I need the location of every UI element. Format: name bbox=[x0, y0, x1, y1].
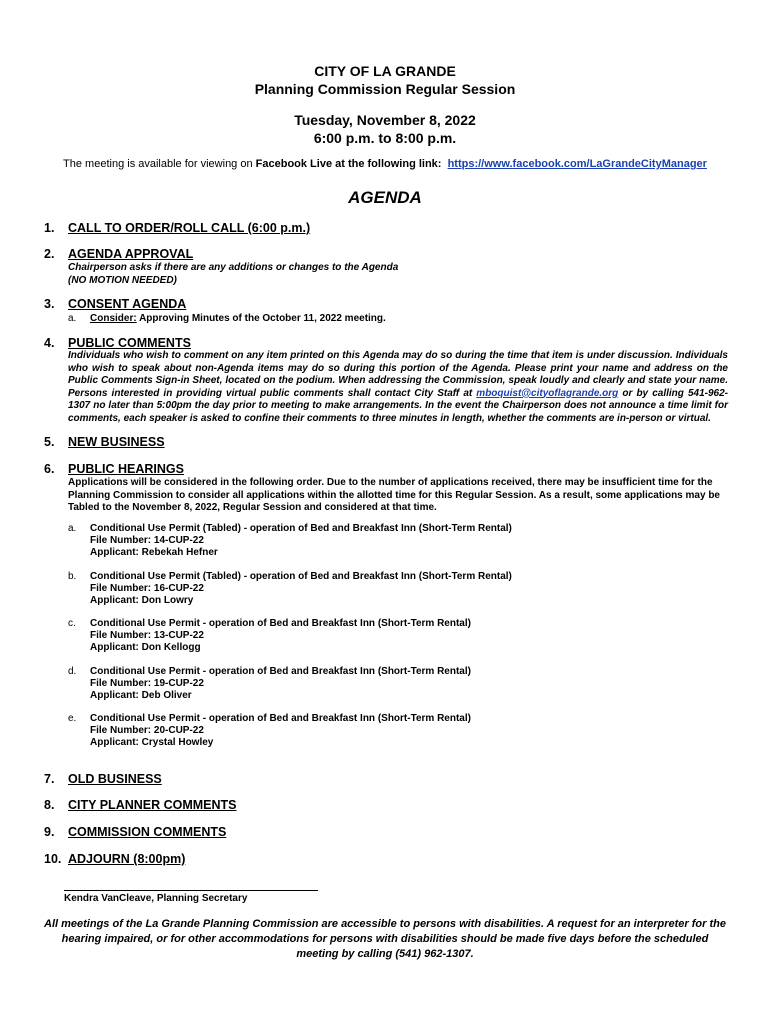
agenda-item-city-planner-comments bbox=[44, 798, 237, 812]
consent-label: Consider: bbox=[90, 313, 137, 324]
case-title: Conditional Use Permit - operation of Bed and Breakfast Inn (Short-Term Rental) bbox=[90, 713, 471, 724]
case-letter: e. bbox=[68, 713, 77, 724]
agenda-item-adjourn bbox=[44, 852, 185, 866]
consent-item bbox=[68, 313, 386, 325]
consent-letter: a. bbox=[68, 313, 77, 324]
public-hearings-intro: Applications will be considered in the following order. Due to the number of applications received, there may be insufficient time for the Planning Commission to consider all applications within the allotted time for this Regular Session. As a result, some applications may be Tabled to the November 8, 2022, Regular Session and considered at that time. bbox=[68, 477, 720, 513]
staff-email-link[interactable]: mboquist@cityoflagrande.org bbox=[476, 387, 619, 399]
facebook-bold: Facebook Live at the following link: bbox=[255, 158, 442, 170]
case-applicant: Applicant: Don Lowry bbox=[90, 595, 194, 606]
case-title: Conditional Use Permit (Tabled) - operation of Bed and Breakfast Inn (Short-Term Rental) bbox=[90, 571, 512, 582]
facebook-link[interactable]: https://www.facebook.com/LaGrandeCityManager bbox=[447, 158, 707, 170]
public-comments-text bbox=[68, 350, 728, 425]
public-comments-part2: or by calling 541-962-1307 no later than 5:00pm the day prior to meeting to make arrangements. In the event the Chairperson does not announce a time limit for comments, each speaker is asked to confine their comments to three minutes in length, whether the comments are in-person or virtual. bbox=[68, 387, 728, 424]
agenda-item-public-comments bbox=[44, 336, 191, 350]
agenda-item-new-business bbox=[44, 435, 165, 449]
date-block bbox=[0, 111, 770, 147]
item-title: OLD BUSINESS bbox=[68, 772, 162, 786]
case-title: Conditional Use Permit - operation of Bed and Breakfast Inn (Short-Term Rental) bbox=[90, 618, 471, 629]
item-title: NEW BUSINESS bbox=[68, 435, 165, 449]
signature-name: Kendra VanCleave, Planning Secretary bbox=[64, 893, 248, 904]
item-number: 10. bbox=[44, 852, 62, 866]
item-number: 2. bbox=[44, 247, 55, 261]
agenda-title: AGENDA bbox=[348, 188, 422, 207]
agenda-item-agenda-approval bbox=[44, 247, 193, 261]
item-title: CALL TO ORDER/ROLL CALL (6:00 p.m.) bbox=[68, 221, 311, 235]
hearing-case bbox=[68, 571, 512, 607]
item-title: ADJOURN (8:00pm) bbox=[68, 852, 186, 866]
item-number: 8. bbox=[44, 798, 55, 812]
case-letter: d. bbox=[68, 666, 77, 677]
facebook-line bbox=[0, 157, 770, 171]
hearing-case bbox=[68, 713, 471, 749]
case-file-number: File Number: 19-CUP-22 bbox=[90, 678, 204, 689]
agenda-item-commission-comments bbox=[44, 825, 226, 839]
case-file-number: File Number: 16-CUP-22 bbox=[90, 583, 204, 594]
item-title: CITY PLANNER COMMENTS bbox=[68, 798, 237, 812]
consent-text: Approving Minutes of the October 11, 2022 meeting. bbox=[136, 313, 386, 324]
session-name: Planning Commission Regular Session bbox=[254, 81, 516, 97]
item-number: 4. bbox=[44, 336, 55, 350]
item-number: 3. bbox=[44, 297, 55, 311]
case-letter: b. bbox=[68, 571, 77, 582]
case-letter: c. bbox=[68, 618, 76, 629]
hearing-case bbox=[68, 666, 471, 702]
city-name: CITY OF LA GRANDE bbox=[314, 63, 456, 79]
item-number: 5. bbox=[44, 435, 55, 449]
case-applicant: Applicant: Crystal Howley bbox=[90, 737, 214, 748]
agenda-item-call-to-order bbox=[44, 221, 310, 235]
case-file-number: File Number: 13-CUP-22 bbox=[90, 630, 204, 641]
public-comments-part1: Individuals who wish to comment on any item printed on this Agenda may do so during the time that item is under discussion. Individuals who wish to speak about non-Agenda items may do so during this portion of the Agenda. Please print your name and address on the Public Comments Sign-in Sheet, located on the podium. When addressing the Commission, speak loudly and clearly and state your name. Persons interested in providing virtual public comments shall contact City Staff at bbox=[68, 350, 728, 399]
agenda-item-consent bbox=[44, 297, 186, 311]
item-number: 7. bbox=[44, 772, 55, 786]
item-title: PUBLIC COMMENTS bbox=[68, 336, 191, 350]
case-file-number: File Number: 14-CUP-22 bbox=[90, 535, 204, 546]
case-letter: a. bbox=[68, 523, 77, 534]
agenda-approval-note bbox=[68, 262, 728, 287]
agenda-item-old-business bbox=[44, 772, 162, 786]
meeting-date: Tuesday, November 8, 2022 bbox=[294, 112, 476, 128]
item-number: 9. bbox=[44, 825, 55, 839]
accessibility-notice: All meetings of the La Grande Planning Commission are accessible to persons with disabilities. A request for an interpreter for the hearing impaired, or for other accommodations for persons with disabilities should be made five days before the scheduled meeting by calling (541) 962-1307. bbox=[44, 918, 726, 960]
case-file-number: File Number: 20-CUP-22 bbox=[90, 725, 204, 736]
header-block bbox=[0, 62, 770, 98]
item-title: CONSENT AGENDA bbox=[68, 297, 187, 311]
case-title: Conditional Use Permit - operation of Bed and Breakfast Inn (Short-Term Rental) bbox=[90, 666, 471, 677]
item-title: COMMISSION COMMENTS bbox=[68, 825, 227, 839]
item-number: 6. bbox=[44, 462, 55, 476]
facebook-prefix: The meeting is available for viewing on bbox=[63, 158, 256, 170]
agenda-approval-line2: (NO MOTION NEEDED) bbox=[68, 274, 177, 286]
meeting-time: 6:00 p.m. to 8:00 p.m. bbox=[313, 130, 457, 146]
agenda-approval-line1: Chairperson asks if there are any additions or changes to the Agenda bbox=[68, 262, 399, 273]
signature-line bbox=[64, 890, 318, 891]
case-applicant: Applicant: Rebekah Hefner bbox=[90, 547, 218, 558]
case-applicant: Applicant: Don Kellogg bbox=[90, 642, 201, 653]
item-title: AGENDA APPROVAL bbox=[68, 247, 194, 261]
hearing-case bbox=[68, 618, 471, 654]
item-title: PUBLIC HEARINGS bbox=[68, 462, 184, 476]
hearing-case bbox=[68, 523, 512, 559]
item-number: 1. bbox=[44, 221, 55, 235]
case-applicant: Applicant: Deb Oliver bbox=[90, 690, 192, 701]
case-title: Conditional Use Permit (Tabled) - operation of Bed and Breakfast Inn (Short-Term Rental) bbox=[90, 523, 512, 534]
agenda-item-public-hearings bbox=[44, 462, 184, 476]
